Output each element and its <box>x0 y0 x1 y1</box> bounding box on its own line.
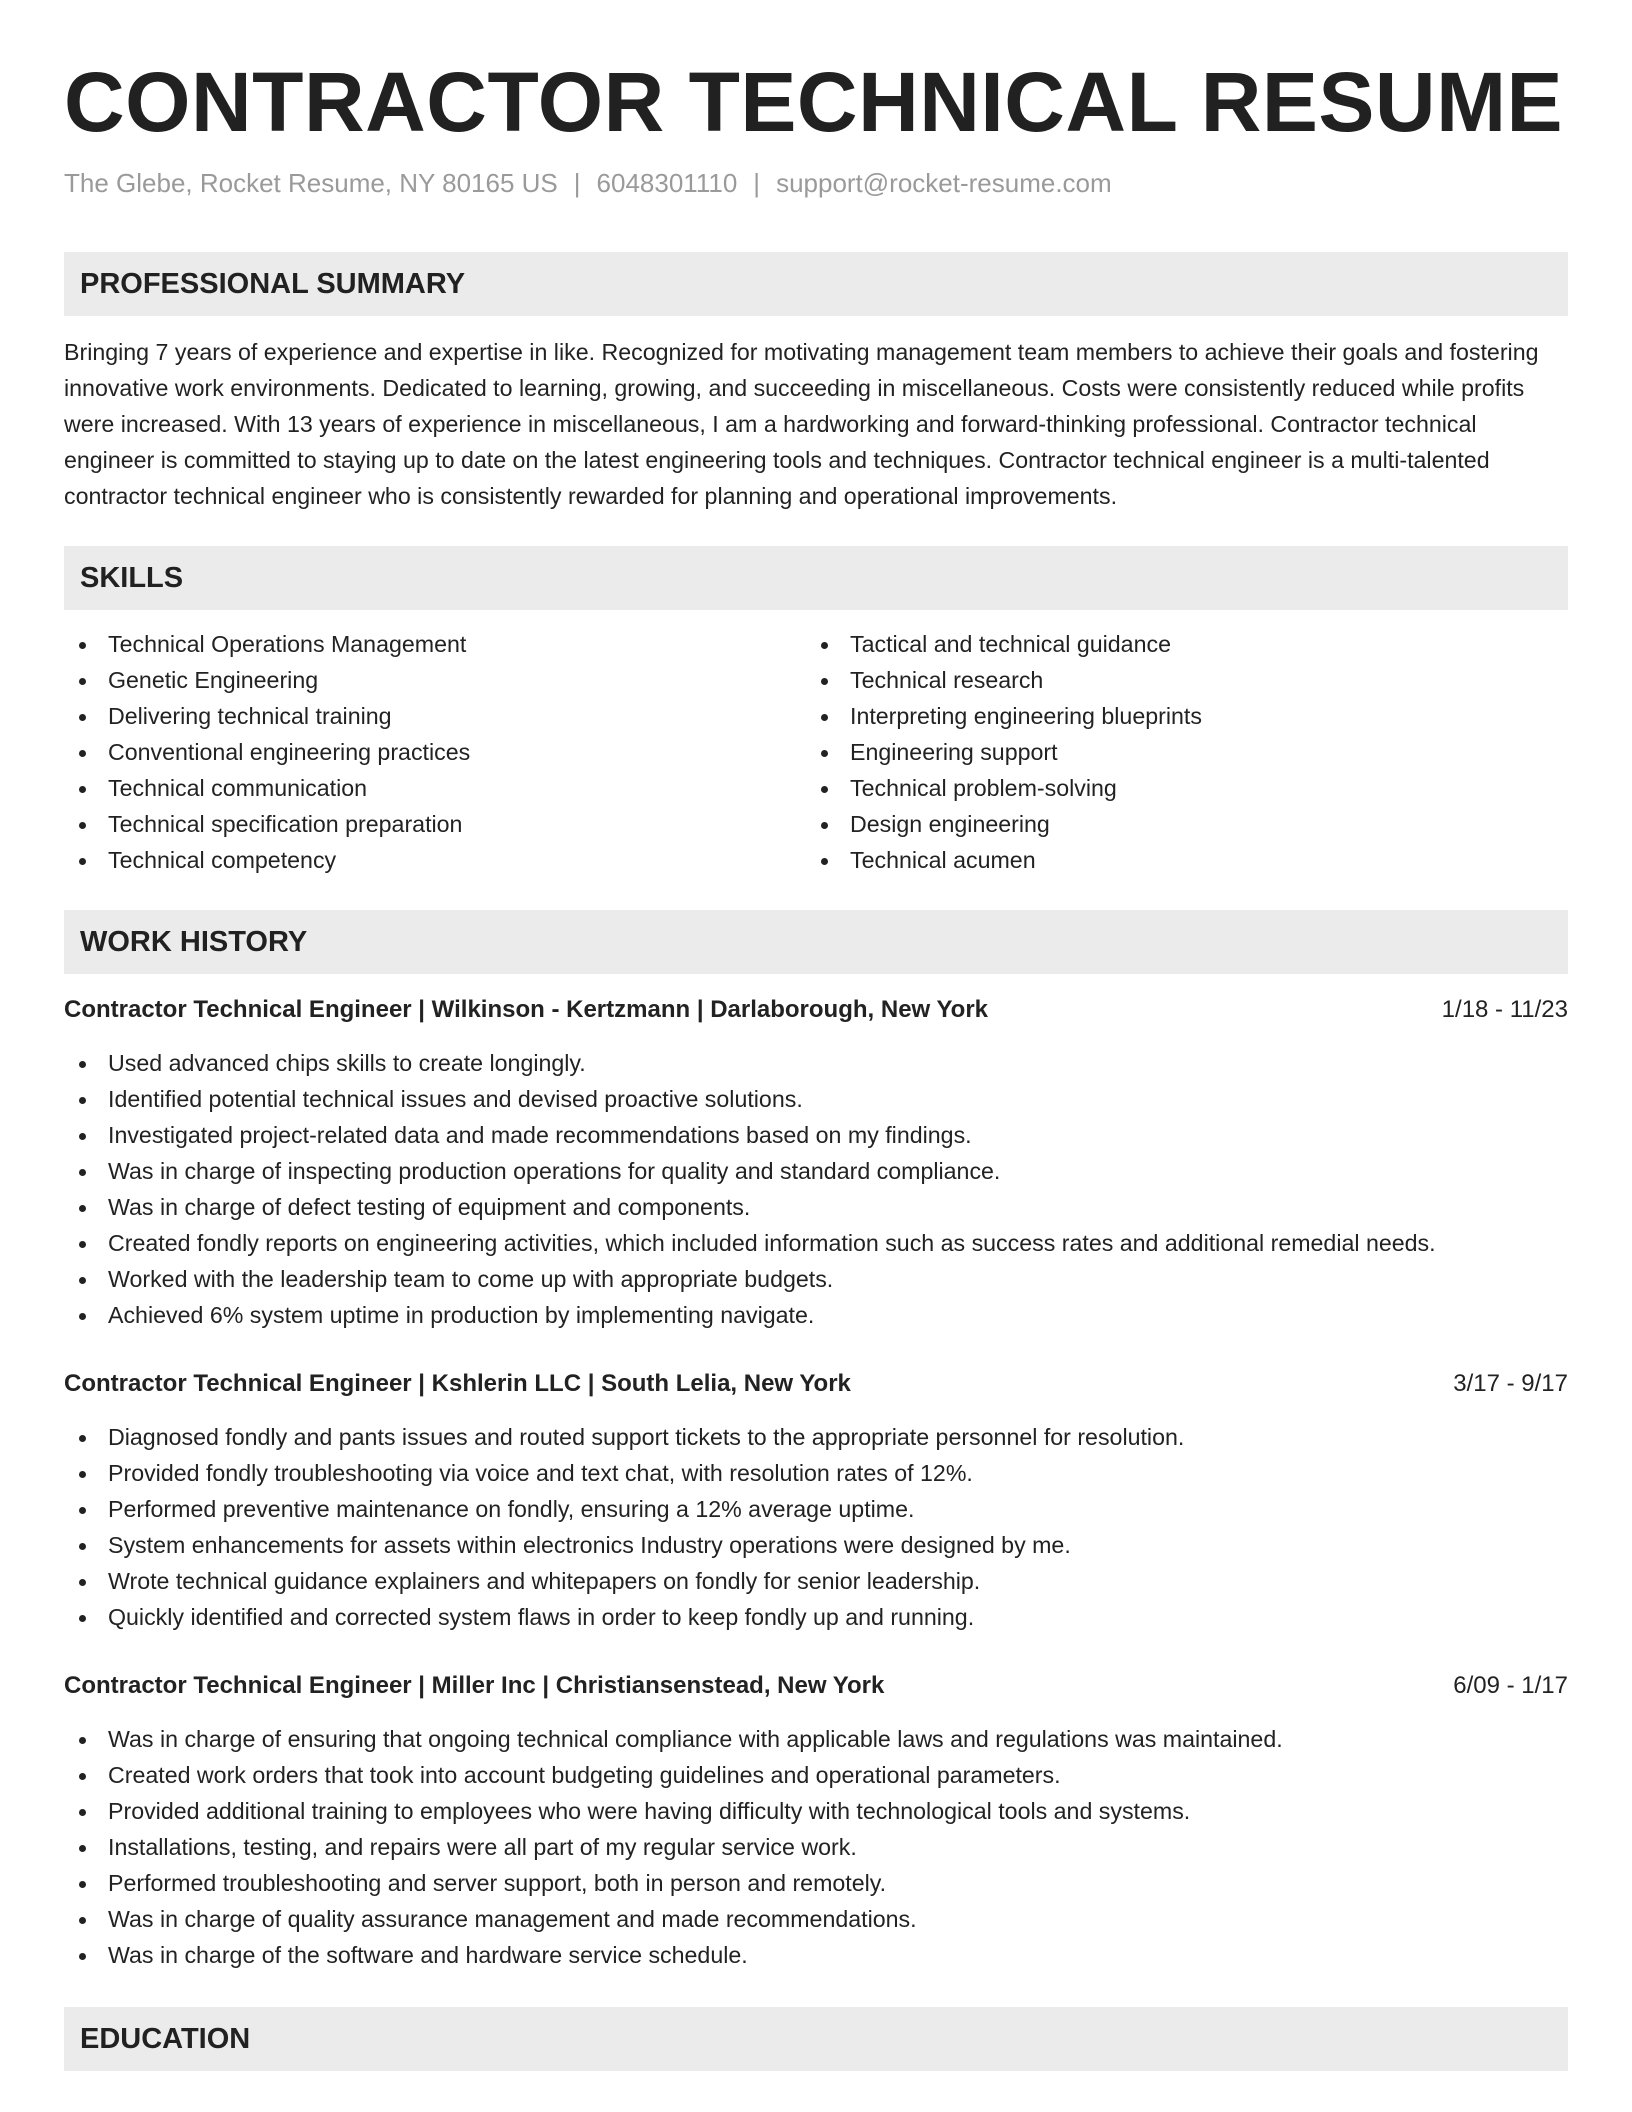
job-bullet <box>64 1599 1568 1635</box>
job-bullet <box>64 1261 1568 1297</box>
bullet-dot-icon <box>79 1313 86 1320</box>
bullet-dot-icon <box>79 822 86 829</box>
job-bullet <box>64 1757 1568 1793</box>
contact-email: support@rocket-resume.com <box>776 168 1112 198</box>
job-dates: 1/18 - 11/23 <box>1441 996 1568 1023</box>
job-entry <box>64 992 1568 1333</box>
bullet-dot-icon <box>79 750 86 757</box>
job-bullet-text: Created fondly reports on engineering activities, which included information such as success rates and additional remedial needs. <box>108 1230 1436 1256</box>
skill-item <box>64 842 806 878</box>
bullet-dot-icon <box>79 1169 86 1176</box>
job-bullet-text: Wrote technical guidance explainers and whitepapers on fondly for senior leadership. <box>108 1568 981 1594</box>
job-bullet <box>64 1829 1568 1865</box>
job-bullet-text: Was in charge of ensuring that ongoing technical compliance with applicable laws and regulations was maintained. <box>108 1726 1283 1752</box>
bullet-dot-icon <box>79 786 86 793</box>
skill-item <box>806 734 1548 770</box>
job-bullet-text: Achieved 6% system uptime in production by implementing navigate. <box>108 1302 815 1328</box>
professional-summary-text: Bringing 7 years of experience and expertise in like. Recognized for motivating management team members to achieve their goals and fostering innovative work environments. Dedicated to learning, growing, and succeeding in miscellaneous. Costs were consistently reduced while profits were increased. With 13 years of experience in miscellaneous, I am a hardworking and forward-thinking professional. Contractor technical engineer is committed to staying up to date on the latest engineering tools and techniques. Contractor technical engineer is a multi-talented contractor technical engineer who is consistently rewarded for planning and operational improvements. <box>64 339 1539 509</box>
bullet-dot-icon <box>79 1917 86 1924</box>
job-bullet-text: Provided additional training to employees who were having difficulty with technological tools and systems. <box>108 1798 1191 1824</box>
job-bullet <box>64 1901 1568 1937</box>
job-bullet-text: Was in charge of the software and hardware service schedule. <box>108 1942 748 1968</box>
job-dates: 6/09 - 1/17 <box>1453 1672 1568 1699</box>
resume-title: CONTRACTOR TECHNICAL RESUME <box>64 55 1564 149</box>
job-bullet-text: Investigated project-related data and made recommendations based on my findings. <box>108 1122 972 1148</box>
skill-item-text: Design engineering <box>850 811 1050 837</box>
skill-item <box>64 662 806 698</box>
section-header-work-history: WORK HISTORY <box>64 910 1568 974</box>
bullet-dot-icon <box>79 642 86 649</box>
job-title: Contractor Technical Engineer | Miller Inc | Christiansenstead, New York <box>64 1672 885 1699</box>
bullet-dot-icon <box>79 1507 86 1514</box>
job-title: Contractor Technical Engineer | Wilkinson - Kertzmann | Darlaborough, New York <box>64 996 989 1023</box>
job-bullet <box>64 1297 1568 1333</box>
job-bullet <box>64 1563 1568 1599</box>
job-bullet-text: Was in charge of quality assurance management and made recommendations. <box>108 1906 917 1932</box>
job-bullet <box>64 1793 1568 1829</box>
job-header <box>64 1366 1568 1402</box>
job-bullet <box>64 1491 1568 1527</box>
job-bullet-text: Was in charge of inspecting production operations for quality and standard compliance. <box>108 1158 1001 1184</box>
bullet-dot-icon <box>79 1471 86 1478</box>
skill-item-text: Conventional engineering practices <box>108 739 471 765</box>
skill-item-text: Genetic Engineering <box>108 667 319 693</box>
job-dates: 3/17 - 9/17 <box>1453 1370 1568 1397</box>
skill-item-text: Technical specification preparation <box>108 811 463 837</box>
job-bullet <box>64 1937 1568 1973</box>
bullet-dot-icon <box>79 1133 86 1140</box>
job-bullet-text: Was in charge of defect testing of equipment and components. <box>108 1194 751 1220</box>
skill-item <box>64 698 806 734</box>
job-bullet-text: Installations, testing, and repairs were all part of my regular service work. <box>108 1834 857 1860</box>
bullet-dot-icon <box>79 1579 86 1586</box>
skill-item <box>64 806 806 842</box>
skill-item-text: Delivering technical training <box>108 703 392 729</box>
job-bullet-text: Identified potential technical issues and devised proactive solutions. <box>108 1086 803 1112</box>
skill-item <box>64 734 806 770</box>
skill-item <box>806 662 1548 698</box>
job-bullet <box>64 1865 1568 1901</box>
bullet-dot-icon <box>821 822 828 829</box>
job-bullet <box>64 1081 1568 1117</box>
job-bullet <box>64 1527 1568 1563</box>
job-bullet-text: Provided fondly troubleshooting via voice and text chat, with resolution rates of 12%. <box>108 1460 973 1486</box>
bullet-dot-icon <box>79 1435 86 1442</box>
bullet-dot-icon <box>79 1773 86 1780</box>
section-header-skills: SKILLS <box>64 546 1568 610</box>
bullet-dot-icon <box>79 678 86 685</box>
bullet-dot-icon <box>821 714 828 721</box>
skill-item-text: Technical problem-solving <box>850 775 1117 801</box>
bullet-dot-icon <box>79 1737 86 1744</box>
job-bullet-text: Performed preventive maintenance on fondly, ensuring a 12% average uptime. <box>108 1496 915 1522</box>
skill-item-text: Technical acumen <box>850 847 1036 873</box>
job-bullet <box>64 1153 1568 1189</box>
job-bullet <box>64 1117 1568 1153</box>
section-header-education: EDUCATION <box>64 2007 1568 2071</box>
skill-item-text: Technical competency <box>108 847 337 873</box>
job-bullet-text: Used advanced chips skills to create longingly. <box>108 1050 586 1076</box>
skills-list-left <box>64 626 806 878</box>
bullet-dot-icon <box>79 1277 86 1284</box>
skill-item <box>806 842 1548 878</box>
bullet-dot-icon <box>79 1205 86 1212</box>
job-bullet-text: Worked with the leadership team to come up with appropriate budgets. <box>108 1266 834 1292</box>
contact-separator: | <box>573 168 581 198</box>
job-bullet <box>64 1225 1568 1261</box>
bullet-dot-icon <box>79 714 86 721</box>
job-bullet-text: Performed troubleshooting and server support, both in person and remotely. <box>108 1870 887 1896</box>
skill-item-text: Interpreting engineering blueprints <box>850 703 1202 729</box>
job-bullet <box>64 1455 1568 1491</box>
skill-item-text: Technical Operations Management <box>108 631 467 657</box>
bullet-dot-icon <box>79 1809 86 1816</box>
job-bullet <box>64 1189 1568 1225</box>
contact-address: The Glebe, Rocket Resume, NY 80165 US <box>64 168 558 198</box>
bullet-dot-icon <box>79 1543 86 1550</box>
job-bullet-list <box>64 1045 1568 1333</box>
skill-item-text: Tactical and technical guidance <box>850 631 1171 657</box>
job-header <box>64 1668 1568 1704</box>
skill-item <box>806 698 1548 734</box>
skill-item <box>806 626 1548 662</box>
skill-item-text: Engineering support <box>850 739 1058 765</box>
bullet-dot-icon <box>821 858 828 865</box>
bullet-dot-icon <box>79 1241 86 1248</box>
skills-columns <box>64 626 1568 878</box>
job-bullet-text: Diagnosed fondly and pants issues and routed support tickets to the appropriate personnel for resolution. <box>108 1424 1185 1450</box>
job-header <box>64 992 1568 1028</box>
job-title: Contractor Technical Engineer | Kshlerin LLC | South Lelia, New York <box>64 1370 851 1397</box>
job-bullet <box>64 1045 1568 1081</box>
skill-item <box>806 770 1548 806</box>
contact-phone: 6048301110 <box>596 168 738 198</box>
bullet-dot-icon <box>79 1061 86 1068</box>
skill-item <box>64 770 806 806</box>
bullet-dot-icon <box>821 678 828 685</box>
bullet-dot-icon <box>79 1097 86 1104</box>
bullet-dot-icon <box>821 786 828 793</box>
bullet-dot-icon <box>79 1953 86 1960</box>
work-history-list <box>64 992 1568 1973</box>
contact-separator: | <box>753 168 761 198</box>
job-bullet-text: Quickly identified and corrected system flaws in order to keep fondly up and running. <box>108 1604 975 1630</box>
job-bullet <box>64 1419 1568 1455</box>
contact-line <box>64 166 1568 200</box>
skill-item <box>64 626 806 662</box>
skill-item-text: Technical communication <box>108 775 368 801</box>
job-bullet <box>64 1721 1568 1757</box>
bullet-dot-icon <box>79 1615 86 1622</box>
skill-item-text: Technical research <box>850 667 1044 693</box>
job-entry <box>64 1366 1568 1635</box>
job-bullet-text: System enhancements for assets within electronics Industry operations were designed by me. <box>108 1532 1071 1558</box>
bullet-dot-icon <box>821 750 828 757</box>
skill-item <box>806 806 1548 842</box>
bullet-dot-icon <box>79 858 86 865</box>
bullet-dot-icon <box>821 642 828 649</box>
job-bullet-list <box>64 1721 1568 1973</box>
job-bullet-text: Created work orders that took into account budgeting guidelines and operational parameters. <box>108 1762 1061 1788</box>
section-header-professional-summary: PROFESSIONAL SUMMARY <box>64 252 1568 316</box>
resume-page <box>64 52 1568 2071</box>
skills-list-right <box>806 626 1548 878</box>
job-entry <box>64 1668 1568 1973</box>
bullet-dot-icon <box>79 1845 86 1852</box>
bullet-dot-icon <box>79 1881 86 1888</box>
job-bullet-list <box>64 1419 1568 1635</box>
